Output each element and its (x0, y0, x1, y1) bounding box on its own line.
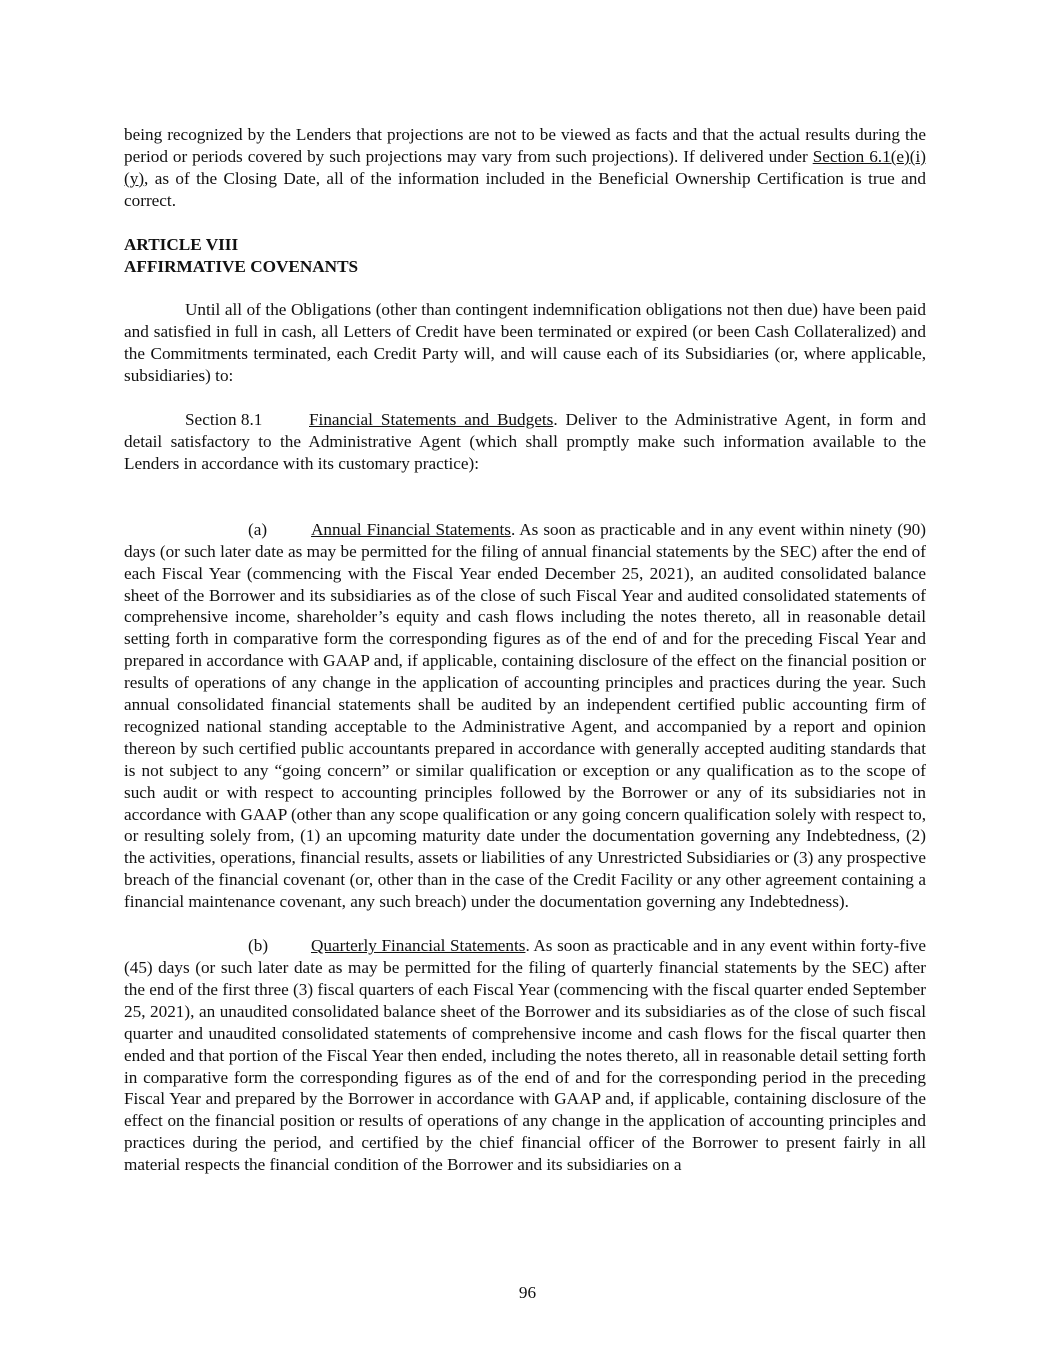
intro-text-2: , as of the Closing Date, all of the information included in the Beneficial Ownership Certification is true and correct. (124, 168, 926, 210)
section-number: Section 8.1 (185, 410, 263, 430)
item-b-title: Quarterly Financial Statements (311, 936, 526, 956)
section-8-1-paragraph (124, 409, 926, 475)
section-text: . Deliver to the Administrative Agent, in form and detail satisfactory to the Administrative Agent (which shall promptly make such information available to the Lenders in accordance with its customary practice): (124, 410, 926, 473)
item-a-paragraph (124, 519, 926, 913)
item-b-paragraph (124, 935, 926, 1176)
intro-text-1: being recognized by the Lenders that projections are not to be viewed as facts and that the actual results during the period or periods covered by such projections may vary from such projections). If delivered under (124, 125, 926, 166)
item-a-title: Annual Financial Statements (311, 519, 511, 539)
article-heading (124, 234, 926, 278)
item-b-text: . As soon as practicable and in any event within forty-five (45) days (or such later date as may be permitted for the filing of quarterly financial statements by the SEC) after the end of the first three (3) fiscal quarters of each Fiscal Year (commencing with the fiscal quarter ended September 25, 2021), an unaudited consolidated balance sheet of the Borrower and its subsidiaries as of the close of such fiscal quarter and unaudited consolidated statements of comprehensive income and cash flows for the fiscal quarter then ended and that portion of the Fiscal Year then ended, including the notes thereto, all in reasonable detail setting forth in comparative form the corresponding figures as of the end of and for the corresponding period in the preceding Fiscal Year and prepared by the Borrower in accordance with GAAP and, if applicable, containing disclosure of the effect on the financial position or results of operations of any change in the application of accounting principles and practices during the period, and certified by the chief financial officer of the Borrower to present fairly in all material respects the financial condition of the Borrower and its subsidiaries on a (124, 936, 926, 1175)
section-title: Financial Statements and Budgets (309, 410, 554, 430)
article-number: ARTICLE VIII (124, 234, 239, 254)
article-title: AFFIRMATIVE COVENANTS (124, 256, 359, 276)
item-a-label: (a) (248, 519, 268, 539)
section-reference-link: Section 6.1(e)(i)(y) (124, 146, 926, 188)
document-page (124, 124, 926, 1176)
item-b-label: (b) (248, 936, 269, 956)
covenant-intro-paragraph: Until all of the Obligations (other than contingent indemnification obligations not then due) have been paid and satisfied in full in cash, all Letters of Credit have been terminated or expired (or been Cash Collateralized) and the Commitments terminated, each Credit Party will, and will cause each of its Subsidiaries (or, where applicable, subsidiaries) to: (124, 300, 926, 386)
item-a-text: . As soon as practicable and in any event within ninety (90) days (or such later date as may be permitted for the filing of annual financial statements by the SEC) after the end of each Fiscal Year (commencing with the Fiscal Year ended December 25, 2021), an audited consolidated balance sheet of the Borrower and its subsidiaries as of the close of such Fiscal Year and audited consolidated statements of comprehensive income, shareholder’s equity and cash flows including the notes thereto, all in reasonable detail setting forth in comparative form the corresponding figures as of the end of and for the preceding Fiscal Year and prepared in accordance with GAAP and, if applicable, containing disclosure of the effect on the financial position or results of operations of any change in the application of accounting principles and practices during the year. Such annual consolidated financial statements shall be audited by an independent certified public accounting firm of recognized national standing acceptable to the Administrative Agent, and accompanied by a report and opinion thereon by such certified public accountants prepared in accordance with generally accepted auditing standards that is not subject to any “going concern” or similar qualification or exception or any qualification as to the scope of such audit or with respect to accounting principles followed by the Borrower or any of its subsidiaries not in accordance with GAAP (other than any scope qualification or any going concern qualification solely with respect to, or resulting solely from, (1) an upcoming maturity date under the documentation governing any Indebtedness, (2) the activities, operations, financial results, assets or liabilities of any Unrestricted Subsidiaries or (3) any prospective breach of the financial covenant (or, other than in the case of the Credit Facility or any other agreement containing a financial maintenance covenant, any such breach) under the documentation governing any Indebtedness). (124, 519, 927, 912)
page-number: 96 (518, 1283, 537, 1302)
intro-paragraph (124, 124, 926, 212)
